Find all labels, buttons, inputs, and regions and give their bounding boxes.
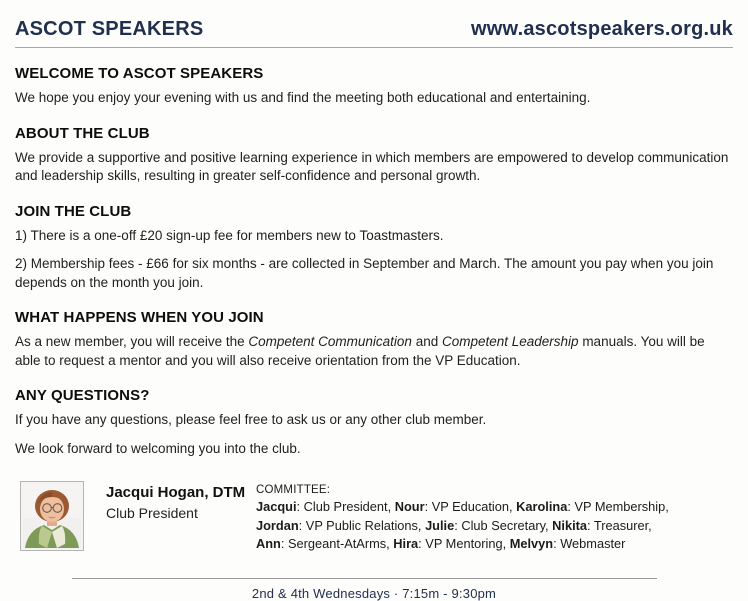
section-heading: WELCOME TO ASCOT SPEAKERS xyxy=(15,65,264,82)
section xyxy=(15,387,733,458)
manual-title-italic: Competent Communication xyxy=(248,334,412,349)
paragraph xyxy=(15,333,733,370)
committee-member-name: Karolina xyxy=(516,499,568,514)
president-block xyxy=(15,481,733,554)
paragraph-text: We provide a supportive and positive learning experience in which members are empowered to develop communication and leadership skills, resulting in greater self-confidence and personal growth. xyxy=(15,149,729,183)
committee-block xyxy=(256,481,733,554)
committee-member-name: Ann xyxy=(256,536,281,551)
paragraph-text: We hope you enjoy your evening with us and find the meeting both educational and entertaining. xyxy=(15,90,591,105)
president-title: Club President xyxy=(106,505,198,521)
committee-member-name: Jordan xyxy=(256,517,299,533)
section-heading: JOIN THE CLUB xyxy=(15,202,132,220)
section xyxy=(15,125,733,186)
paragraph xyxy=(15,89,733,108)
committee-member-role: : VP Education, xyxy=(424,499,517,514)
committee-member-name: Nour xyxy=(394,499,425,514)
footer xyxy=(15,578,733,601)
section xyxy=(15,203,733,293)
section-heading: ANY QUESTIONS? xyxy=(15,387,150,404)
paragraph xyxy=(15,227,733,246)
schedule-text: 2nd & 4th Wednesdays · 7:15m - 9:30pm xyxy=(251,585,497,601)
committee-member-name: Nikita xyxy=(552,517,588,533)
paragraph-text: 1) There is a one-off £20 sign-up fee for members new to Toastmasters. xyxy=(15,227,444,243)
president-name: Jacqui Hogan, DTM xyxy=(106,484,246,501)
page-title: ASCOT SPEAKERS xyxy=(15,18,204,40)
committee-list xyxy=(256,498,733,554)
committee-member-role: : Club Secretary, xyxy=(454,517,553,533)
manual-title-italic: Competent Leadership xyxy=(441,334,579,349)
section-heading: WHAT HAPPENS WHEN YOU JOIN xyxy=(15,309,264,326)
committee-member-role: : Treasurer, xyxy=(587,517,652,533)
committee-member-name: Jacqui xyxy=(256,499,297,514)
section xyxy=(15,65,733,108)
committee-member-name: Hira xyxy=(393,536,419,551)
paragraph-text: 2) Membership fees - £66 for six months - are collected in September and March. The amount you pay when you join depends on the month you join. xyxy=(15,256,714,290)
paragraph xyxy=(15,440,733,459)
paragraph-text: If you have any questions, please feel free to ask us or any other club member. xyxy=(15,412,487,427)
header xyxy=(15,0,733,48)
committee-member-role: : Webmaster xyxy=(553,536,626,551)
committee-member-role: : VP Mentoring, xyxy=(418,536,510,551)
president-photo-image xyxy=(23,484,81,548)
paragraph-text: manuals. You will be able to request a mentor and you will also receive orientation from the VP Education. xyxy=(15,334,705,368)
section-heading: ABOUT THE CLUB xyxy=(15,124,150,142)
site-url: www.ascotspeakers.org.uk xyxy=(471,18,733,40)
president-info xyxy=(106,481,254,523)
committee-label: COMMITTEE: xyxy=(256,484,331,496)
paragraph-text: We look forward to welcoming you into the club. xyxy=(15,440,301,456)
paragraph-text: and xyxy=(411,334,442,349)
section xyxy=(15,309,733,370)
committee-member-role: : VP Public Relations, xyxy=(298,517,426,533)
sections xyxy=(15,65,733,458)
committee-member-name: Melvyn xyxy=(509,536,554,551)
paragraph xyxy=(15,411,733,430)
president-photo xyxy=(20,481,84,551)
committee-member-name: Julie xyxy=(425,517,455,533)
paragraph xyxy=(15,255,733,292)
committee-member-role: : VP Membership, xyxy=(567,499,669,514)
paragraph-text: As a new member, you will receive the xyxy=(15,334,249,349)
committee-member-role: : Club President, xyxy=(296,499,395,514)
paragraph xyxy=(15,149,733,186)
committee-member-role: : Sergeant-AtArms, xyxy=(280,536,394,551)
